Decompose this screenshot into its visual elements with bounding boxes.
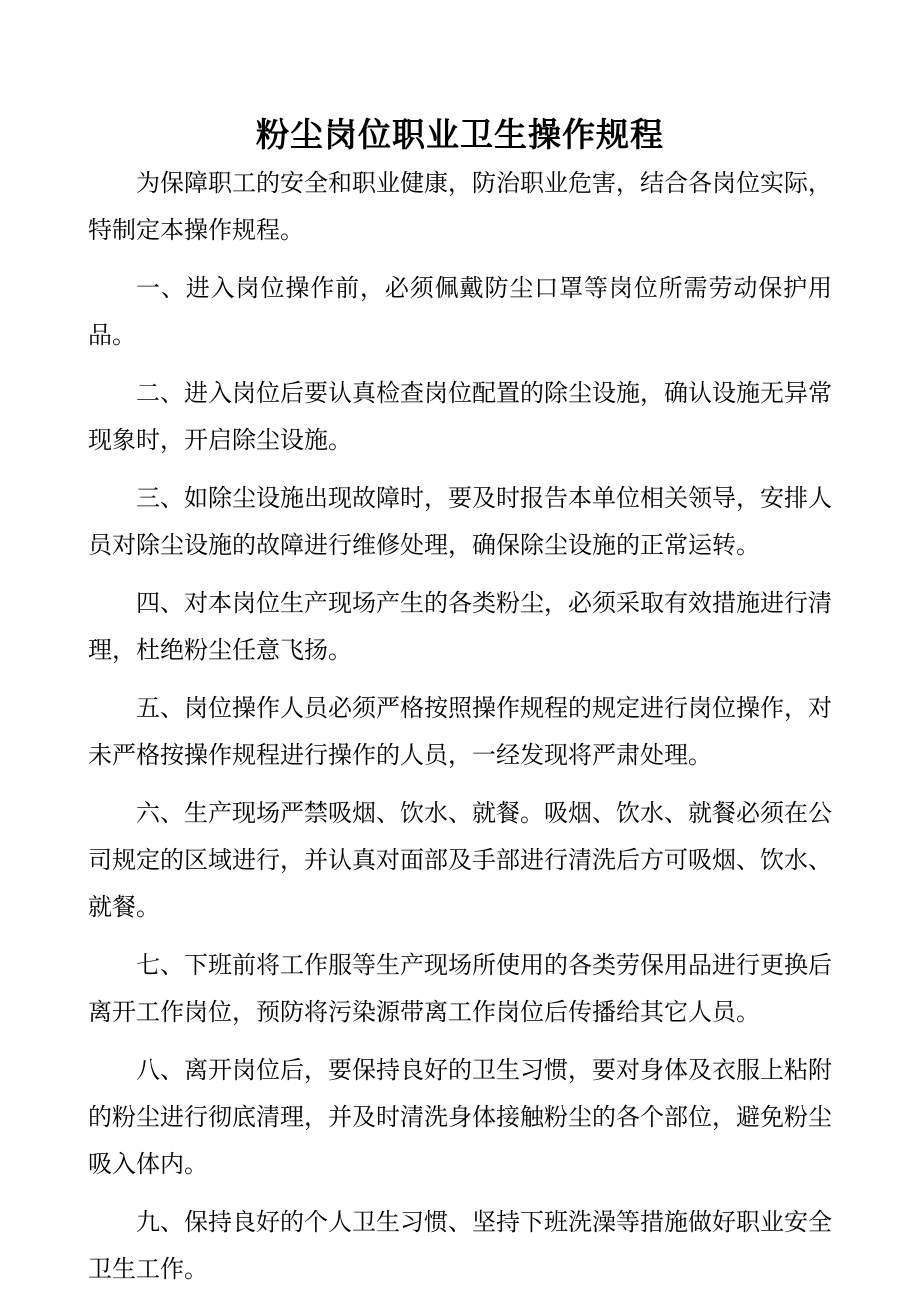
rule-paragraph-5: 五、岗位操作人员必须严格按照操作规程的规定进行岗位操作，对未严格按操作规程进行操作的人员，一经发现将严肃处理。: [88, 694, 832, 769]
document-body: [88, 160, 832, 1304]
document-title: 粉尘岗位职业卫生操作规程: [256, 115, 664, 154]
rule-paragraph-7: 七、下班前将工作服等生产现场所使用的各类劳保用品进行更换后离开工作岗位，预防将污染源带离工作岗位后传播给其它人员。: [88, 951, 832, 1026]
rule-paragraph-3: 三、如除尘设施出现故障时，要及时报告本单位相关领导，安排人员对除尘设施的故障进行维修处理，确保除尘设施的正常运转。: [88, 484, 832, 559]
rule-paragraph-4: 四、对本岗位生产现场产生的各类粉尘，必须采取有效措施进行清理，杜绝粉尘任意飞扬。: [88, 589, 832, 664]
rule-paragraph-8: 八、离开岗位后，要保持良好的卫生习惯，要对身体及衣服上粘附的粉尘进行彻底清理，并及时清洗身体接触粉尘的各个部位，避免粉尘吸入体内。: [88, 1056, 832, 1178]
intro-paragraph: 为保障职工的安全和职业健康，防治职业危害，结合各岗位实际，特制定本操作规程。: [88, 169, 832, 244]
rule-paragraph-9: 九、保持良好的个人卫生习惯、坚持下班洗澡等措施做好职业安全卫生工作。: [88, 1208, 832, 1283]
rule-paragraph-2: 二、进入岗位后要认真检查岗位配置的除尘设施，确认设施无异常现象时，开启除尘设施。: [88, 379, 832, 454]
rule-paragraph-6: 六、生产现场严禁吸烟、饮水、就餐。吸烟、饮水、就餐必须在公司规定的区域进行，并认真对面部及手部进行清洗后方可吸烟、饮水、就餐。: [88, 799, 832, 921]
rule-paragraph-1: 一、进入岗位操作前，必须佩戴防尘口罩等岗位所需劳动保护用品。: [88, 274, 832, 349]
